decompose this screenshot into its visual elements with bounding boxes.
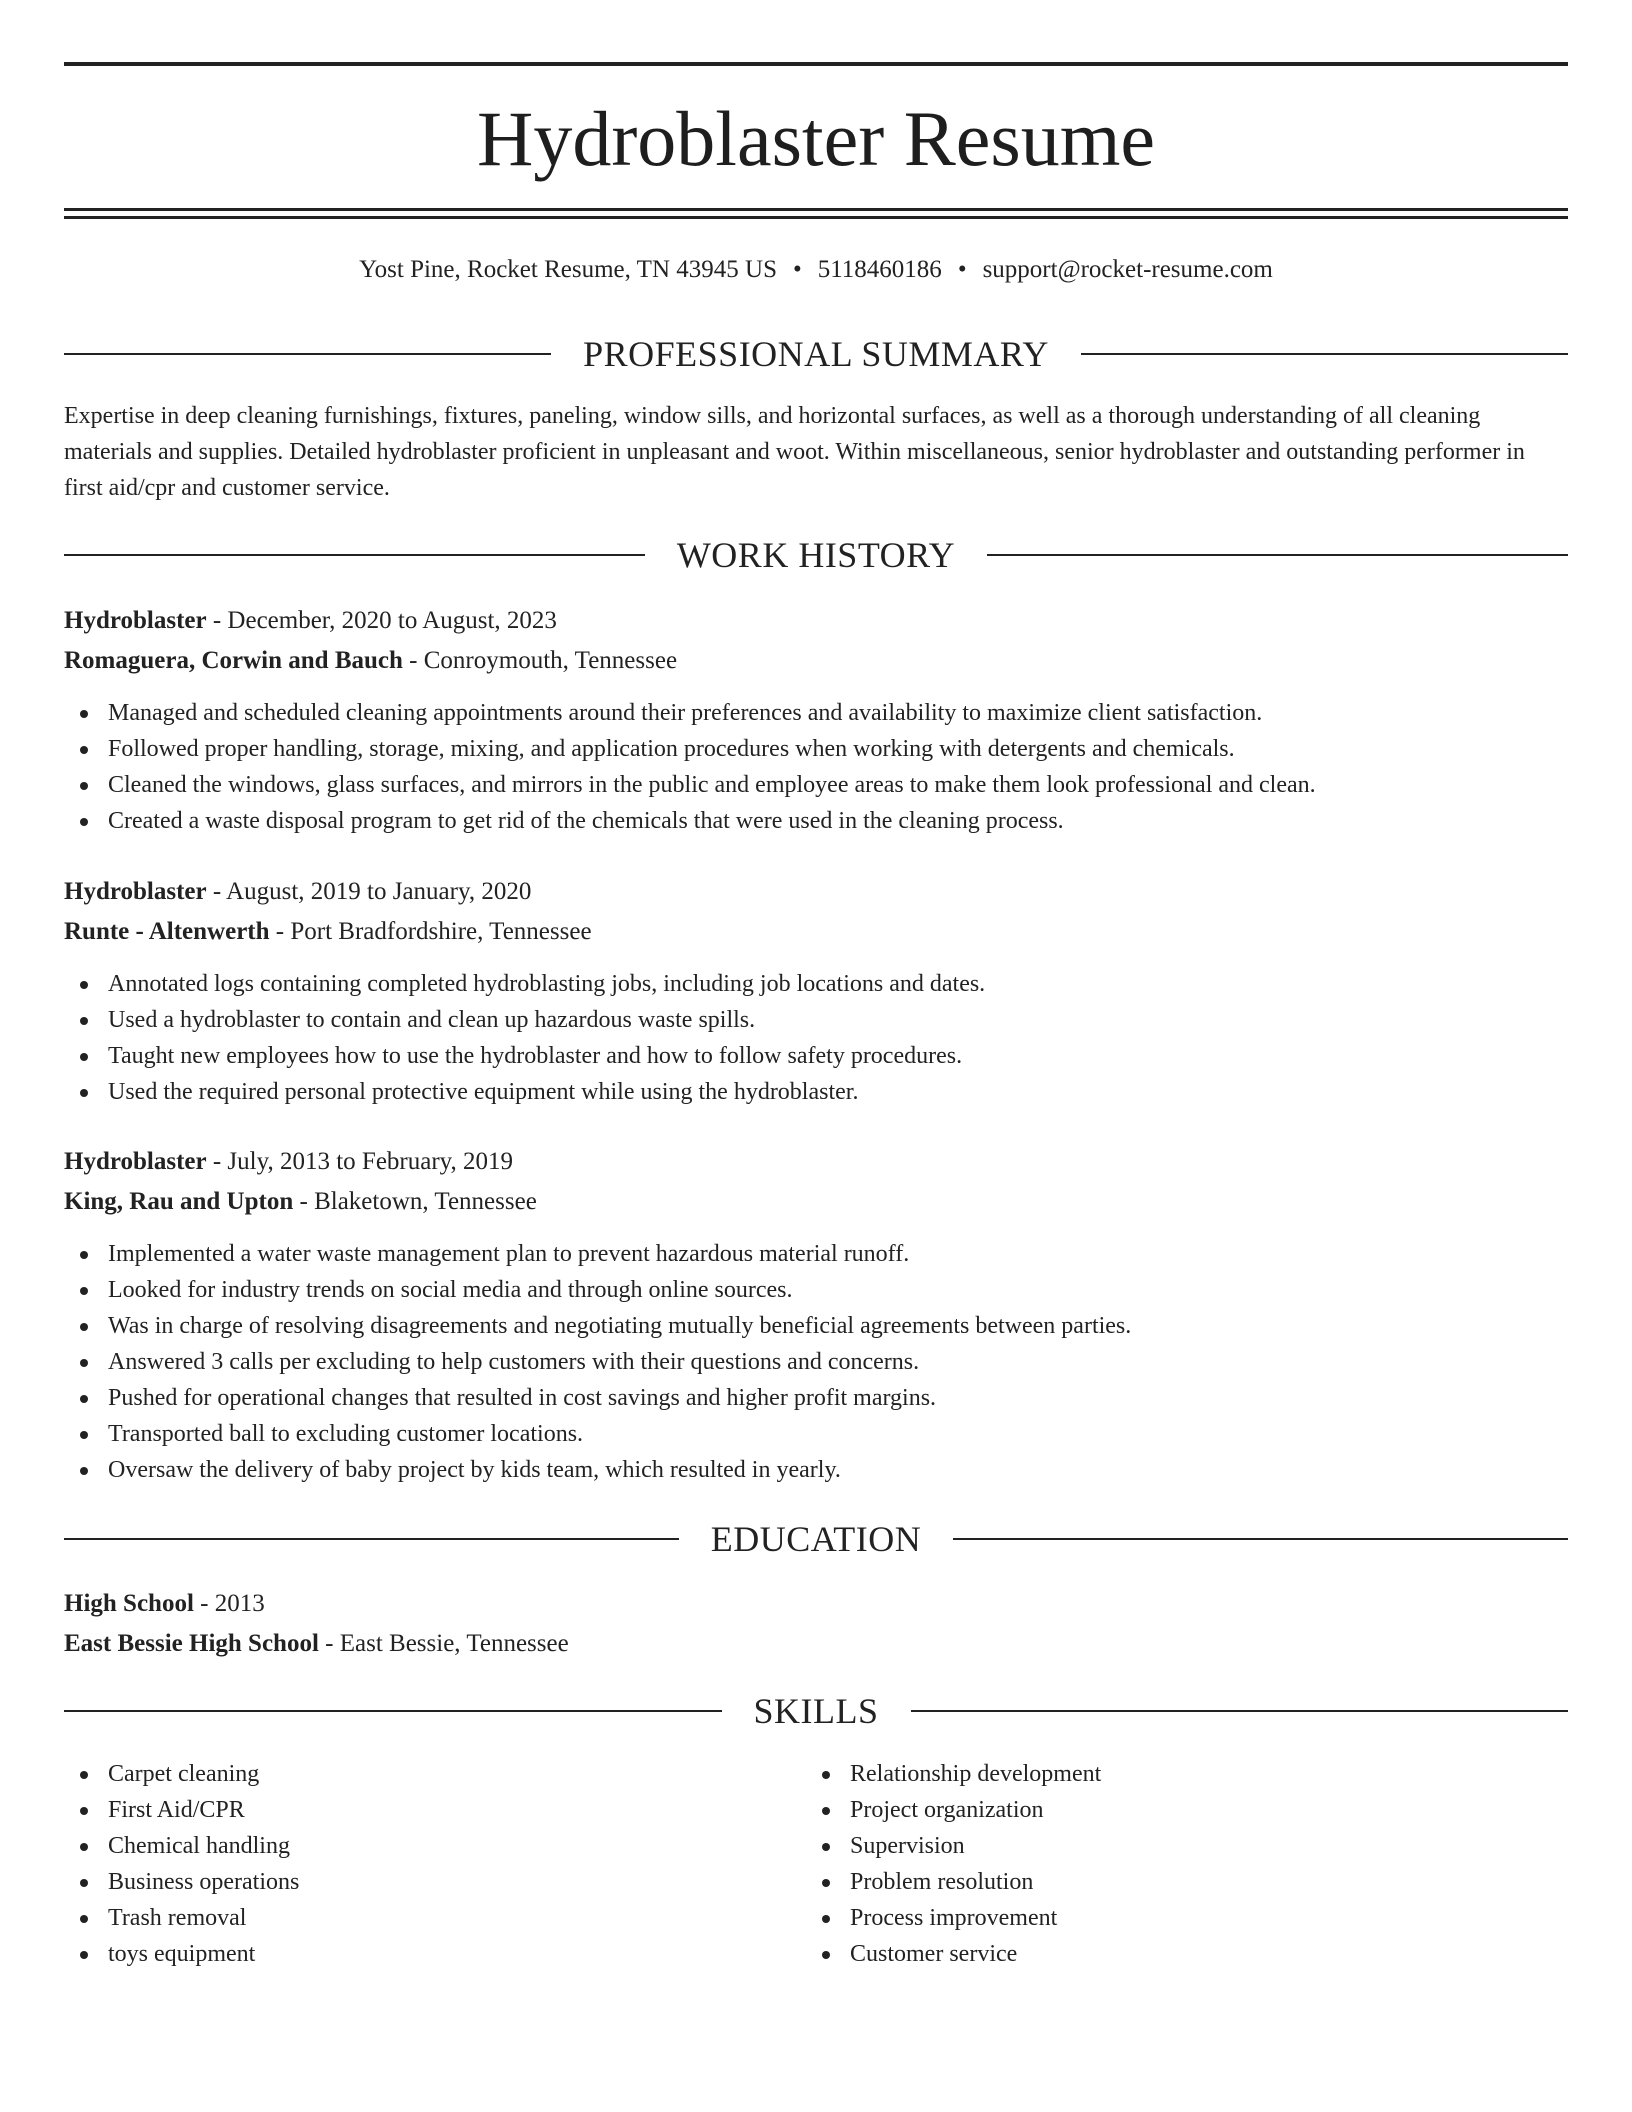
section-title: SKILLS (753, 1691, 879, 1731)
resume-title: Hydroblaster Resume (476, 95, 1155, 182)
list-item: Managed and scheduled cleaning appointments around their preferences and availability to maximize client satisfaction. (64, 695, 1568, 731)
list-item: Was in charge of resolving disagreements and negotiating mutually beneficial agreements between parties. (64, 1308, 1568, 1344)
section-header-summary (64, 332, 1568, 376)
skill-item: Problem resolution (806, 1864, 1506, 1900)
education-entry (64, 1584, 1568, 1664)
job-company: King, Rau and Upton (64, 1188, 294, 1215)
job-entry (64, 601, 1568, 681)
section-title: EDUCATION (710, 1519, 922, 1559)
divider (953, 1538, 1568, 1540)
contact-separator: • (957, 256, 967, 283)
job-title: Hydroblaster (64, 1148, 207, 1175)
job-title: Hydroblaster (64, 878, 207, 905)
education-degree-line (64, 1584, 1568, 1624)
list-item: Cleaned the windows, glass surfaces, and mirrors in the public and employee areas to make them look professional and clean. (64, 767, 1568, 803)
divider (1081, 353, 1568, 355)
skill-item: Relationship development (806, 1756, 1506, 1792)
job-location: - Blaketown, Tennessee (293, 1188, 537, 1215)
job-company-line (64, 912, 1568, 952)
skills-list-left (64, 1756, 764, 1972)
divider (987, 554, 1568, 556)
skill-item: Business operations (64, 1864, 764, 1900)
skill-item: Chemical handling (64, 1828, 764, 1864)
title-double-rule-top (64, 208, 1568, 211)
contact-separator: • (792, 256, 802, 283)
contact-email: support@rocket-resume.com (982, 256, 1273, 283)
job-company: Romaguera, Corwin and Bauch (64, 647, 403, 674)
skill-item: toys equipment (64, 1936, 764, 1972)
section-header-work-history (64, 533, 1568, 577)
top-rule (64, 62, 1568, 66)
job-company: Runte - Altenwerth (64, 918, 270, 945)
divider (64, 554, 645, 556)
section-title: PROFESSIONAL SUMMARY (583, 334, 1049, 374)
skill-item: Process improvement (806, 1900, 1506, 1936)
divider (64, 1538, 679, 1540)
list-item: Created a waste disposal program to get rid of the chemicals that were used in the cleaning process. (64, 803, 1568, 839)
divider (64, 353, 551, 355)
job-location: - Conroymouth, Tennessee (402, 647, 678, 674)
education-degree: High School (64, 1590, 194, 1617)
list-item: Looked for industry trends on social media and through online sources. (64, 1272, 1568, 1308)
list-item: Implemented a water waste management plan to prevent hazardous material runoff. (64, 1236, 1568, 1272)
skill-item: Carpet cleaning (64, 1756, 764, 1792)
section-header-education (64, 1517, 1568, 1561)
list-item: Followed proper handling, storage, mixing, and application procedures when working with detergents and chemicals. (64, 731, 1568, 767)
title-double-rule-bottom (64, 216, 1568, 219)
job-company-line (64, 641, 1568, 681)
education-school: East Bessie High School (64, 1630, 319, 1657)
education-location: - East Bessie, Tennessee (318, 1630, 569, 1657)
job-bullets (64, 966, 1568, 1110)
job-entry (64, 1142, 1568, 1222)
job-dates: - December, 2020 to August, 2023 (206, 607, 557, 634)
contact-address: Yost Pine, Rocket Resume, TN 43945 US (359, 256, 777, 283)
list-item: Annotated logs containing completed hydroblasting jobs, including job locations and dates. (64, 966, 1568, 1002)
skills-list-right (806, 1756, 1506, 1972)
divider (911, 1710, 1569, 1712)
job-dates: - August, 2019 to January, 2020 (206, 878, 532, 905)
list-item: Used the required personal protective equipment while using the hydroblaster. (64, 1074, 1568, 1110)
section-header-skills (64, 1689, 1568, 1733)
contact-phone: 5118460186 (817, 256, 942, 283)
list-item: Pushed for operational changes that resulted in cost savings and higher profit margins. (64, 1380, 1568, 1416)
skill-item: First Aid/CPR (64, 1792, 764, 1828)
job-bullets (64, 695, 1568, 839)
contact-line (0, 254, 1632, 286)
list-item: Used a hydroblaster to contain and clean up hazardous waste spills. (64, 1002, 1568, 1038)
list-item: Taught new employees how to use the hydroblaster and how to follow safety procedures. (64, 1038, 1568, 1074)
job-title-line (64, 601, 1568, 641)
list-item: Oversaw the delivery of baby project by kids team, which resulted in yearly. (64, 1452, 1568, 1488)
job-title: Hydroblaster (64, 607, 207, 634)
skill-item: Supervision (806, 1828, 1506, 1864)
skill-item: Trash removal (64, 1900, 764, 1936)
skill-item: Customer service (806, 1936, 1506, 1972)
job-company-line (64, 1182, 1568, 1222)
skill-item: Project organization (806, 1792, 1506, 1828)
divider (64, 1710, 722, 1712)
education-school-line (64, 1624, 1568, 1664)
job-title-line (64, 872, 1568, 912)
job-dates: - July, 2013 to February, 2019 (206, 1148, 514, 1175)
education-year: - 2013 (193, 1590, 265, 1617)
job-title-line (64, 1142, 1568, 1182)
section-title: WORK HISTORY (676, 535, 956, 575)
job-entry (64, 872, 1568, 952)
summary-text: Expertise in deep cleaning furnishings, fixtures, paneling, window sills, and horizontal surfaces, as well as a thorough understanding of all cleaning materials and supplies. Detailed hydroblaster proficient in unpleasant and woot. Within miscellaneous, senior hydroblaster and outstanding performer in first aid/cpr and customer service. (64, 403, 1525, 501)
list-item: Answered 3 calls per excluding to help customers with their questions and concerns. (64, 1344, 1568, 1380)
job-bullets (64, 1236, 1568, 1488)
job-location: - Port Bradfordshire, Tennessee (269, 918, 592, 945)
list-item: Transported ball to excluding customer locations. (64, 1416, 1568, 1452)
